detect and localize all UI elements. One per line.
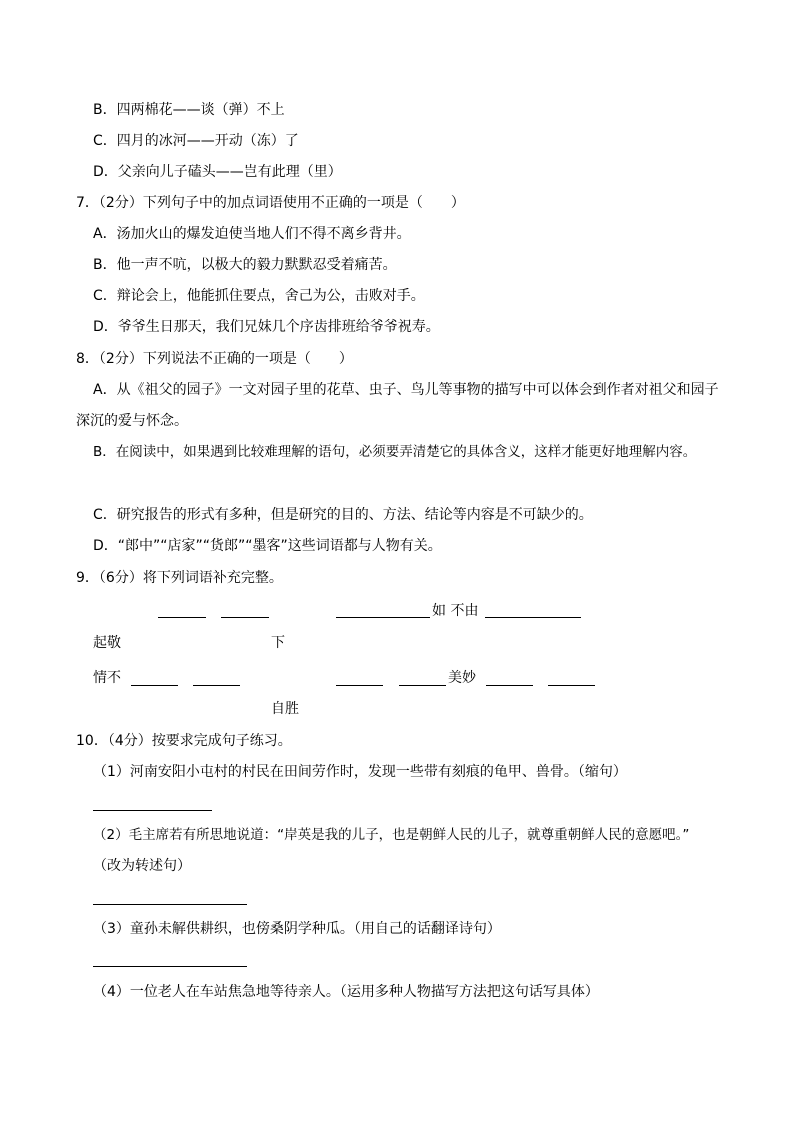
q9-blank-3[interactable] <box>336 617 430 618</box>
q8-option-d: D．“郎中”“店家”“货郎”“墨客”这些词语都与人物有关。 <box>93 538 442 554</box>
q6-option-d: D．父亲向儿子磕头——岂有此理（里） <box>93 164 342 180</box>
q7-stem: 7．（2分）下列句子中的加点词语使用不正确的一项是（ ） <box>76 195 465 211</box>
q9-stem: 9．（6分）将下列词语补充完整。 <box>76 570 283 586</box>
q6-option-b: B．四两棉花——谈（弹）不上 <box>93 102 285 118</box>
q7-option-d: D．爷爷生日那天，我们兄妹几个序齿排班给爷爷祝寿。 <box>93 319 440 335</box>
q10-answer-line-2[interactable] <box>93 904 247 905</box>
q7-option-c: C．辩论会上，他能抓住要点，舍己为公，击败对手。 <box>93 288 425 304</box>
q9-blank-10[interactable] <box>548 685 595 686</box>
q8-option-c: C．研究报告的形式有多种，但是研究的目的、方法、结论等内容是不可缺少的。 <box>93 507 593 523</box>
q9-qi-jing: 起敬 <box>93 635 121 651</box>
q9-ru-bu-you: 如 不由 <box>432 603 479 619</box>
q9-zi-sheng: 自胜 <box>271 701 299 717</box>
q8-stem: 8．（2分）下列说法不正确的一项是（ ） <box>76 351 353 367</box>
q9-blank-1[interactable] <box>158 617 206 618</box>
q9-qing-bu: 情不 <box>93 670 121 686</box>
q7-option-a: A．汤加火山的爆发迫使当地人们不得不离乡背井。 <box>93 226 411 242</box>
q10-sentence-4: （4）一位老人在车站焦急地等待亲人。（运用多种人物描写方法把这句话写具体） <box>93 984 599 1000</box>
q10-sentence-2-line1: （2）毛主席若有所思地说道：“岸英是我的儿子，也是朝鲜人民的儿子，就尊重朝鲜人民的意愿吧。” <box>93 827 690 843</box>
q9-blank-2[interactable] <box>221 617 269 618</box>
q10-answer-line-1[interactable] <box>93 810 212 811</box>
q10-sentence-3: （3）童孙未解供耕织，也傍桑阴学种瓜。（用自己的话翻译诗句） <box>93 921 501 937</box>
q10-answer-line-3[interactable] <box>93 966 247 967</box>
q9-blank-6[interactable] <box>193 685 240 686</box>
q8-option-b: B．在阅读中，如果遇到比较难理解的语句，必须要弄清楚它的具体含义，这样才能更好地理解内容。 <box>93 444 697 460</box>
q8-option-a-line1: A．从《祖父的园子》一文对园子里的花草、虫子、鸟儿等事物的描写中可以体会到作者对祖父和园子 <box>93 382 719 398</box>
q7-option-b: B．他一声不吭，以极大的毅力默默忍受着痛苦。 <box>93 257 397 273</box>
q6-option-c: C．四月的冰河——开动（冻）了 <box>93 133 299 149</box>
q9-blank-4[interactable] <box>485 617 581 618</box>
q9-blank-8[interactable] <box>399 685 446 686</box>
q10-sentence-2-line2: （改为转述句） <box>93 858 191 874</box>
q10-stem: 10．（4分）按要求完成句子练习。 <box>76 733 292 749</box>
q9-blank-5[interactable] <box>131 685 178 686</box>
q9-blank-7[interactable] <box>336 685 383 686</box>
q10-sentence-1: （1）河南安阳小屯村的村民在田间劳作时，发现一些带有刻痕的龟甲、兽骨。（缩句） <box>93 764 627 780</box>
q9-mei-miao: 美妙 <box>448 670 476 686</box>
q8-option-a-line2: 深沉的爱与怀念。 <box>76 413 188 429</box>
q9-blank-9[interactable] <box>486 685 533 686</box>
q9-xia: 下 <box>271 635 285 651</box>
